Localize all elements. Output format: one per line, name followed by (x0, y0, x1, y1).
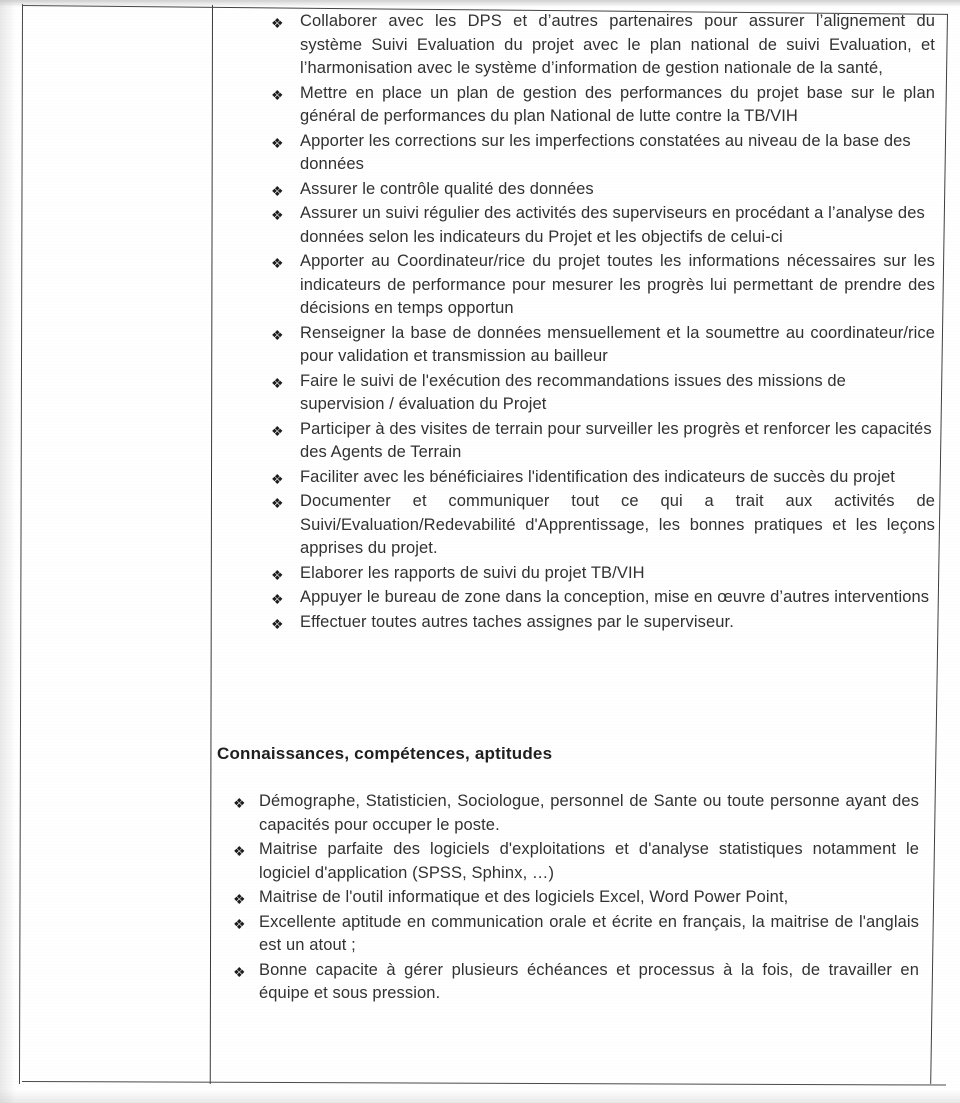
four-petal-diamond-bullet-icon: ❖ (271, 255, 284, 271)
list-item-text: Faire le suivi de l'exécution des recommandations issues des missions de supervision / évaluation du Projet (300, 371, 846, 413)
list-item (255, 611, 935, 635)
scan-edge-shadow-bottom (0, 1090, 960, 1103)
table-cell-left-empty (24, 8, 210, 1078)
four-petal-diamond-bullet-icon: ❖ (271, 591, 284, 607)
list-item-text: Participer à des visites de terrain pour surveiller les progrès et renforcer les capacités des Agents de Terrain (300, 419, 932, 461)
scan-edge-shadow-left (0, 0, 16, 1103)
skills-section (215, 790, 945, 1007)
list-item (255, 322, 935, 369)
table-column-divider (210, 5, 213, 1084)
list-item-text: Documenter et communiquer tout ce qui a trait aux activités de Suivi/Evaluation/Redevabilité d'Apprentissage, les bonnes pratiques et les leçons apprises du projet. (300, 492, 935, 557)
four-petal-diamond-bullet-icon: ❖ (233, 915, 246, 932)
list-item (255, 250, 935, 321)
four-petal-diamond-bullet-icon: ❖ (271, 86, 284, 103)
responsibilities-section (215, 10, 945, 635)
list-item (255, 202, 935, 249)
list-item-text: Apporter au Coordinateur/rice du projet toutes les informations nécessaires sur les indicateurs de performance pour mesurer les progrès lui permettant de prendre des décisions en temps opportun (300, 252, 935, 317)
section-heading-skills: Connaissances, compétences, aptitudes (217, 744, 553, 763)
list-item (219, 838, 919, 885)
list-item (219, 911, 919, 958)
list-item (255, 586, 935, 610)
list-item-text: Effectuer toutes autres taches assignes par le superviseur. (300, 612, 734, 631)
list-item-text: Mettre en place un plan de gestion des performances du projet base sur le plan général de performances du plan National de lutte contre la TB/VIH (300, 83, 935, 125)
four-petal-diamond-bullet-icon: ❖ (271, 495, 284, 511)
list-item (219, 886, 919, 910)
list-item-text: Appuyer le bureau de zone dans la conception, mise en œuvre d’autres interventions (300, 588, 930, 606)
list-item-text: Démographe, Statisticien, Sociologue, personnel de Sante ou toute personne ayant des capacités pour occuper le poste. (259, 792, 919, 834)
list-item-text: Maitrise parfaite des logiciels d'exploitations et d'analyse statistiques notamment le logiciel d'application (SPSS, Sphinx, …) (259, 840, 919, 882)
list-item-text: Assurer le contrôle qualité des données (300, 179, 594, 198)
four-petal-diamond-bullet-icon: ❖ (271, 326, 284, 343)
four-petal-diamond-bullet-icon: ❖ (271, 134, 284, 151)
list-item (255, 130, 935, 177)
table-bottom-border (22, 1081, 946, 1086)
table-cell-right-content (215, 6, 945, 1080)
list-item-text: Excellente aptitude en communication orale et écrite en français, la maitrise de l'anglais est un atout ; (259, 912, 919, 954)
list-item (255, 178, 935, 202)
list-item (255, 370, 935, 417)
list-item-text: Maitrise de l'outil informatique et des logiciels Excel, Word Power Point, (259, 888, 789, 906)
skills-list (219, 790, 919, 1006)
list-item-text: Collaborer avec les DPS et d’autres partenaires pour assurer l’alignement du système Suivi Evaluation du projet avec le plan national de suivi Evaluation, et l’harmonisation avec le système d’information de gestion nationale de la santé, (300, 12, 935, 77)
list-item (255, 466, 935, 490)
four-petal-diamond-bullet-icon: ❖ (271, 422, 284, 439)
list-item-text: Faciliter avec les bénéficiaires l'identification des indicateurs de succès du projet (300, 467, 895, 486)
responsibilities-list (255, 10, 935, 634)
list-item (255, 418, 935, 465)
four-petal-diamond-bullet-icon: ❖ (271, 566, 284, 583)
list-item-text: Elaborer les rapports de suivi du projet TB/VIH (300, 563, 645, 582)
four-petal-diamond-bullet-icon: ❖ (271, 182, 284, 199)
list-item (255, 562, 935, 586)
four-petal-diamond-bullet-icon: ❖ (233, 963, 246, 980)
four-petal-diamond-bullet-icon: ❖ (233, 843, 246, 859)
list-item (255, 82, 935, 129)
list-item (255, 490, 935, 561)
four-petal-diamond-bullet-icon: ❖ (271, 615, 284, 632)
list-item-text: Renseigner la base de données mensuellement et la soumettre au coordinateur/rice pour validation et transmission au bailleur (300, 323, 935, 365)
four-petal-diamond-bullet-icon: ❖ (271, 374, 284, 391)
table-left-border (19, 4, 23, 1084)
list-item-text: Apporter les corrections sur les imperfections constatées au niveau de la base des données (300, 131, 911, 173)
list-item-text: Assurer un suivi régulier des activités des superviseurs en procédant a l’analyse des données selon les indicateurs du Projet et les objectifs de celui-ci (300, 204, 925, 246)
list-item (219, 959, 919, 1006)
list-item (219, 790, 919, 837)
list-item (255, 10, 935, 81)
four-petal-diamond-bullet-icon: ❖ (271, 15, 284, 31)
list-item-text: Bonne capacite à gérer plusieurs échéances et processus à la fois, de travailler en équipe et sous pression. (259, 960, 919, 1002)
four-petal-diamond-bullet-icon: ❖ (233, 795, 246, 811)
four-petal-diamond-bullet-icon: ❖ (271, 207, 284, 223)
skills-heading-block (215, 742, 945, 766)
four-petal-diamond-bullet-icon: ❖ (271, 470, 284, 487)
four-petal-diamond-bullet-icon: ❖ (233, 891, 246, 907)
